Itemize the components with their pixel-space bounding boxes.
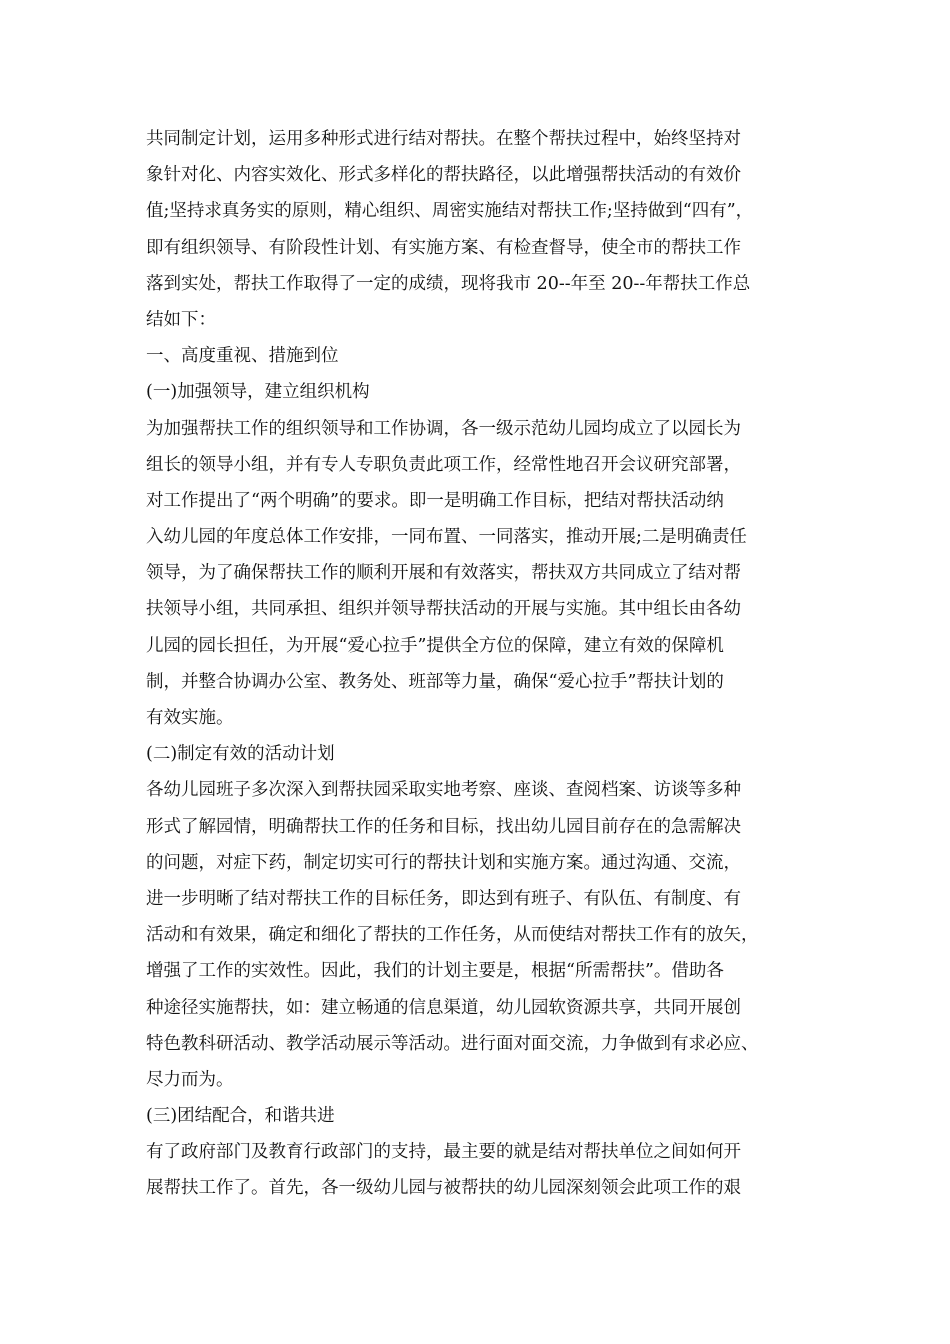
document-page — [146, 121, 836, 1207]
text-line: 入幼儿园的年度总体工作安排，一同布置、一同落实，推动开展;二是明确责任 — [146, 527, 747, 548]
text-line: 扶领导小组，共同承担、组织并领导帮扶活动的开展与实施。其中组长由各幼 — [146, 599, 741, 620]
text-line: 种途径实施帮扶，如：建立畅通的信息渠道，幼儿园软资源共享，共同开展创 — [146, 997, 741, 1018]
text-line: 共同制定计划，运用多种形式进行结对帮扶。在整个帮扶过程中，始终坚持对 — [146, 129, 741, 149]
section-heading: 一、高度重视、措施到位 — [146, 346, 339, 367]
text-line: 展帮扶工作了。首先，各一级幼儿园与被帮扶的幼儿园深刻领会此项工作的艰 — [146, 1178, 741, 1199]
text-line: 的问题，对症下药，制定切实可行的帮扶计划和实施方案。通过沟通、交流， — [146, 852, 741, 873]
text-line: 为加强帮扶工作的组织领导和工作协调，各一级示范幼儿园均成立了以园长为 — [146, 418, 741, 439]
text-line: 对工作提出了“两个明确”的要求。即一是明确工作目标，把结对帮扶活动纳 — [146, 490, 724, 511]
text-line: 有效实施。 — [146, 708, 234, 728]
text-line: 落到实处，帮扶工作取得了一定的成绩，现将我市 20--年至 20--年帮扶工作总 — [146, 273, 751, 294]
text-line: 即有组织领导、有阶段性计划、有实施方案、有检查督导，使全市的帮扶工作 — [146, 237, 741, 258]
text-line: 各幼儿园班子多次深入到帮扶园采取实地考察、座谈、查阅档案、访谈等多种 — [146, 780, 741, 801]
text-line: 特色教科研活动、教学活动展示等活动。进行面对面交流，力争做到有求必应、 — [146, 1033, 759, 1054]
text-line: 制，并整合协调办公室、教务处、班部等力量，确保“爱心拉手”帮扶计划的 — [146, 671, 724, 692]
text-line: 组长的领导小组，并有专人专职负责此项工作，经常性地召开会议研究部署， — [146, 454, 741, 475]
text-line: 尽力而为。 — [146, 1069, 234, 1090]
subsection-heading: (一)加强领导，建立组织机构 — [146, 382, 370, 403]
text-line: 进一步明晰了结对帮扶工作的目标任务，即达到有班子、有队伍、有制度、有 — [146, 888, 741, 909]
text-line: 形式了解园情，明确帮扶工作的任务和目标，找出幼儿园目前存在的急需解决 — [146, 816, 741, 837]
text-line: 领导，为了确保帮扶工作的顺利开展和有效落实，帮扶双方共同成立了结对帮 — [146, 563, 741, 584]
subsection-heading: (三)团结配合，和谐共进 — [146, 1106, 335, 1127]
text-line: 活动和有效果，确定和细化了帮扶的工作任务，从而使结对帮扶工作有的放矢， — [146, 925, 759, 946]
text-line: 儿园的园长担任，为开展“爱心拉手”提供全方位的保障，建立有效的保障机 — [146, 635, 724, 656]
text-line: 增强了工作的实效性。因此，我们的计划主要是，根据“所需帮扶”。借助各 — [146, 961, 724, 982]
text-line: 有了政府部门及教育行政部门的支持，最主要的就是结对帮扶单位之间如何开 — [146, 1142, 741, 1163]
subsection-heading: (二)制定有效的活动计划 — [146, 744, 335, 765]
text-line: 象针对化、内容实效化、形式多样化的帮扶路径，以此增强帮扶活动的有效价 — [146, 165, 741, 186]
text-line: 值;坚持求真务实的原则，精心组织、周密实施结对帮扶工作;坚持做到“四有”， — [146, 201, 754, 222]
text-line: 结如下： — [146, 309, 216, 330]
